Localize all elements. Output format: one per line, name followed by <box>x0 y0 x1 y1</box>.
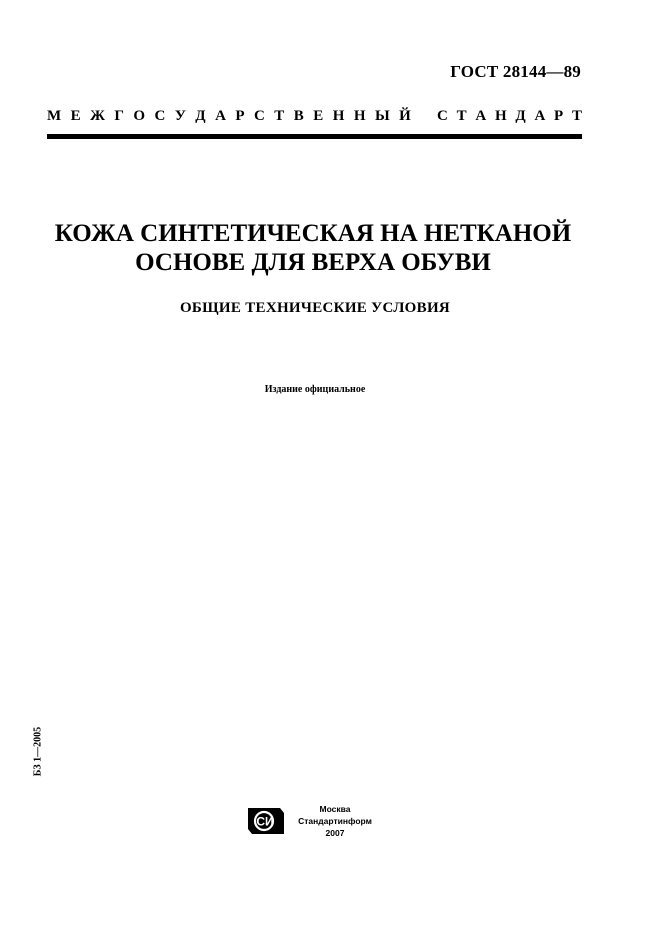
publisher-imprint <box>292 803 378 839</box>
header-word-standard <box>437 108 582 125</box>
publisher-name: Стандартинформ <box>298 816 372 826</box>
header-letter: С <box>154 108 166 124</box>
header-rule <box>47 134 582 139</box>
header-letter: Т <box>274 108 285 124</box>
header-letter: Н <box>353 108 366 124</box>
header-letter: Т <box>456 108 467 124</box>
header-letter: Ы <box>374 108 390 124</box>
header-letter: Г <box>114 108 124 124</box>
gost-number: ГОСТ 28144—89 <box>450 62 581 81</box>
header-letter: Н <box>494 108 507 124</box>
header-letter: В <box>293 108 304 124</box>
header-letter: Р <box>554 108 564 124</box>
edition-note: Издание официальное <box>264 384 366 395</box>
header-letter: Д <box>195 108 206 124</box>
header-letter: С <box>253 108 265 124</box>
title-line-1: КОЖА СИНТЕТИЧЕСКАЯ НА НЕТКАНОЙ <box>54 220 572 247</box>
logo-letters: СИ <box>256 814 274 829</box>
header-letter: Р <box>235 108 245 124</box>
header-letter: А <box>475 108 487 124</box>
header-letter: Н <box>332 108 345 124</box>
header-letter: М <box>47 108 62 124</box>
document-subtitle: ОБЩИЕ ТЕХНИЧЕСКИЕ УСЛОВИЯ <box>179 300 451 316</box>
header-letter: А <box>215 108 226 124</box>
header-letter: Й <box>399 108 411 124</box>
header-letter: А <box>534 108 546 124</box>
header-letter: Е <box>313 108 324 124</box>
publisher-city: Москва <box>319 804 351 814</box>
header-word-interstate <box>47 108 411 125</box>
header-letter: О <box>133 108 146 124</box>
publisher-year: 2007 <box>325 828 345 838</box>
header-letter: Е <box>70 108 81 124</box>
header-letter: С <box>437 108 448 124</box>
standartinform-logo-icon <box>246 805 286 837</box>
title-line-2: ОСНОВЕ ДЛЯ ВЕРХА ОБУВИ <box>135 249 491 276</box>
side-code: БЗ 1—2005 <box>32 726 44 777</box>
header-letter: Т <box>571 108 582 124</box>
header-letter: Ж <box>90 108 105 124</box>
document-title <box>0 219 626 277</box>
header-letter: У <box>174 108 186 124</box>
header-letter: Д <box>515 108 526 124</box>
standard-type-header <box>47 108 582 125</box>
